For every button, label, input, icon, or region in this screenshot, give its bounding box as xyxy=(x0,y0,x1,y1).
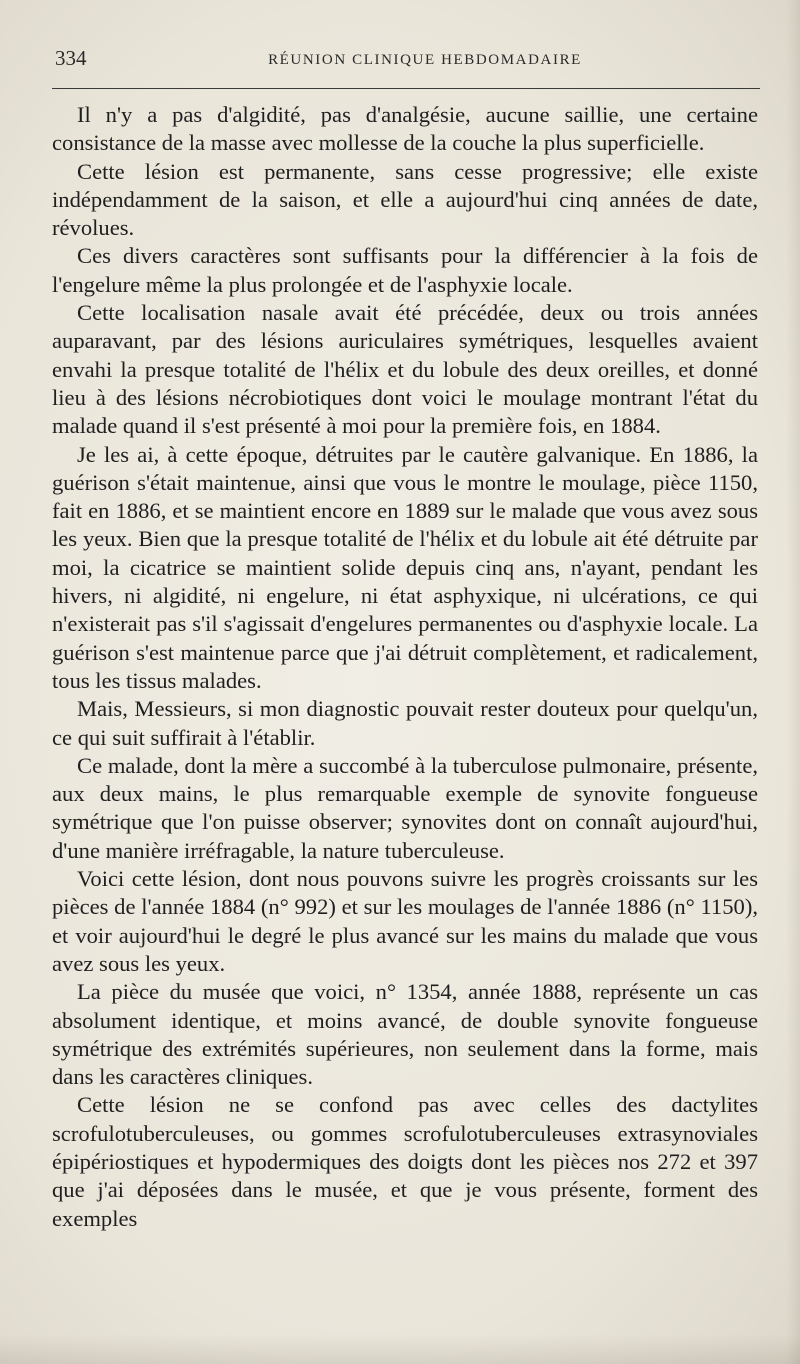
paragraph: Ces divers caractères sont suffisants pour la différencier à la fois de l'engelure même la plus prolongée et de l'asphyxie locale. xyxy=(52,243,758,297)
paragraph: Cette lésion ne se confond pas avec celles des dactylites scrofulotuberculeuses, ou gommes scrofulotuberculeuses extrasynoviales épipériostiques et hypodermiques des doigts dont les pièces nos 272 et 397 que j'ai déposées dans le musée, et que je vous présente, forment des exemples xyxy=(52,1092,758,1231)
page-bottom-shadow xyxy=(0,1334,800,1364)
paragraph: Il n'y a pas d'algidité, pas d'analgésie, aucune saillie, une certaine consistance de la masse avec mollesse de la couche la plus superficielle. xyxy=(52,102,758,156)
paragraph: Cette localisation nasale avait été précédée, deux ou trois années auparavant, par des lésions auriculaires symétriques, lesquelles avaient envahi la presque totalité de l'hélix et du lobule des deux oreilles, et donné lieu à des lésions nécrobiotiques dont voici le moulage montrant l'état du malade quand il s'est présenté à moi pour la première fois, en 1884. xyxy=(52,300,758,439)
paragraph: Je les ai, à cette époque, détruites par le cautère galvanique. En 1886, la guérison s'était maintenue, ainsi que vous le montre le moulage, pièce 1150, fait en 1886, et se maintient encore en 1889 sur le malade que vous avez sous les yeux. Bien que la presque totalité de l'hélix et du lobule ait été détruite par moi, la cicatrice se maintient solide depuis cinq ans, n'ayant, pendant les hivers, ni algidité, ni engelure, ni état asphyxique, ni ulcérations, ce qui n'existerait pas s'il s'agissait d'engelures permanentes ou d'asphyxie locale. La guérison s'est maintenue parce que j'ai détruit complètement, et radicalement, tous les tissus malades. xyxy=(52,441,758,693)
page-number: 334 xyxy=(55,46,87,70)
page-edge-shadow xyxy=(786,0,800,1364)
paragraph: Ce malade, dont la mère a succombé à la tuberculose pulmonaire, présente, aux deux mains, le plus remarquable exemple de synovite fongueuse symétrique que l'on puisse observer; synovites dont on connaît aujourd'hui, d'une manière irréfragable, la nature tuberculeuse. xyxy=(52,752,758,863)
paragraph: Voici cette lésion, dont nous pouvons suivre les progrès croissants sur les pièces de l'année 1884 (n° 992) et sur les moulages de l'année 1886 (n° 1150), et voir aujourd'hui le degré le plus avancé sur les mains du malade que vous avez sous les yeux. xyxy=(52,866,758,976)
paragraph: Cette lésion est permanente, sans cesse progressive; elle existe indépendamment de la saison, et elle a aujourd'hui cinq années de date, révolues. xyxy=(52,158,758,241)
page-header xyxy=(52,46,758,76)
body-text xyxy=(52,101,758,1233)
header-rule xyxy=(52,88,760,89)
running-head: RÉUNION CLINIQUE HEBDOMADAIRE xyxy=(268,52,582,68)
paragraph: Mais, Messieurs, si mon diagnostic pouvait rester douteux pour quelqu'un, ce qui suit suffirait à l'établir. xyxy=(52,696,758,750)
paragraph: La pièce du musée que voici, n° 1354, année 1888, représente un cas absolument identique, et moins avancé, de double synovite fongueuse symétrique des extrémités supérieures, non seulement dans la forme, mais dans les caractères cliniques. xyxy=(52,979,758,1090)
